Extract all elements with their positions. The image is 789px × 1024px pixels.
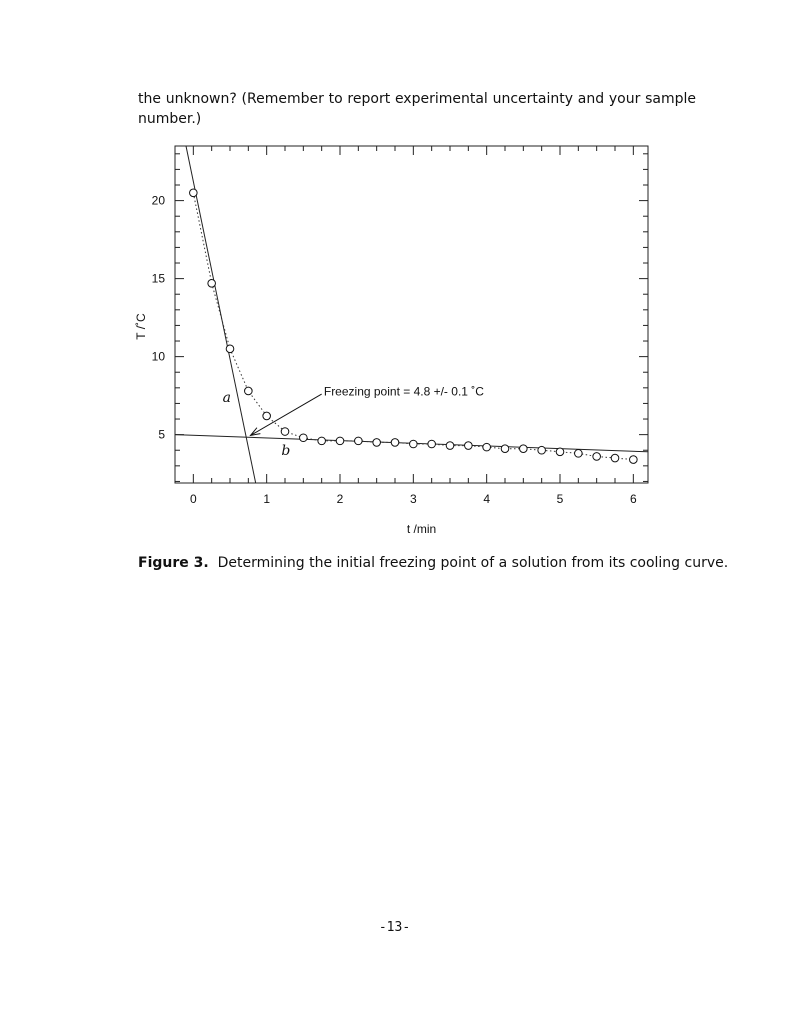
line-a-label: a	[222, 389, 232, 406]
data-point	[501, 445, 509, 453]
cooling-curve-chart	[120, 138, 660, 538]
y-tick-label: 5	[158, 427, 165, 442]
data-point	[245, 387, 253, 395]
y-tick-label: 20	[151, 193, 165, 208]
x-tick-label: 4	[483, 492, 491, 506]
x-tick-label: 0	[189, 492, 197, 506]
data-point	[226, 345, 234, 353]
figure-label: Figure 3.	[138, 555, 209, 571]
line-b-label: b	[281, 442, 291, 459]
x-tick-label: 1	[263, 492, 271, 506]
data-point	[318, 437, 326, 445]
figure-caption	[138, 555, 728, 571]
data-point	[336, 437, 344, 445]
intro-paragraph	[138, 89, 696, 129]
data-point	[465, 442, 473, 450]
data-point	[575, 450, 583, 458]
data-point	[538, 446, 546, 454]
intro-line-2: number.)	[138, 111, 202, 127]
data-point	[556, 448, 564, 456]
freezing-point-annotation: Freezing point = 4.8 +/- 0.1 ˚C	[323, 384, 484, 399]
x-tick-label: 3	[409, 492, 417, 506]
data-point	[593, 453, 601, 461]
y-tick-label: 15	[151, 271, 165, 286]
x-axis-label: t /min	[406, 522, 437, 536]
data-point	[410, 440, 418, 448]
data-point	[190, 189, 198, 197]
page-number: -13-	[378, 920, 411, 935]
data-point	[520, 445, 528, 453]
x-tick-label: 2	[336, 492, 344, 506]
y-axis-label: T /˚C	[134, 313, 148, 340]
data-point	[446, 442, 454, 450]
intro-line-1: the unknown? (Remember to report experimental uncertainty and your sample	[138, 91, 696, 107]
y-tick-label: 10	[151, 349, 165, 364]
data-point	[355, 437, 363, 445]
x-tick-label: 5	[556, 492, 564, 506]
data-point	[391, 439, 399, 447]
x-tick-label: 6	[629, 492, 637, 506]
data-point	[483, 443, 491, 451]
arrow-head	[251, 428, 261, 436]
data-point	[611, 454, 619, 462]
figure-caption-text: Determining the initial freezing point of a solution from its cooling curve.	[217, 555, 729, 571]
data-point	[208, 279, 216, 287]
plot-frame	[175, 146, 648, 483]
data-point	[263, 412, 271, 420]
cooling-curve-dotted	[193, 193, 633, 460]
data-point	[428, 440, 436, 448]
data-point	[373, 439, 381, 447]
data-point	[630, 456, 638, 464]
data-point	[281, 428, 289, 436]
data-point	[300, 434, 308, 442]
